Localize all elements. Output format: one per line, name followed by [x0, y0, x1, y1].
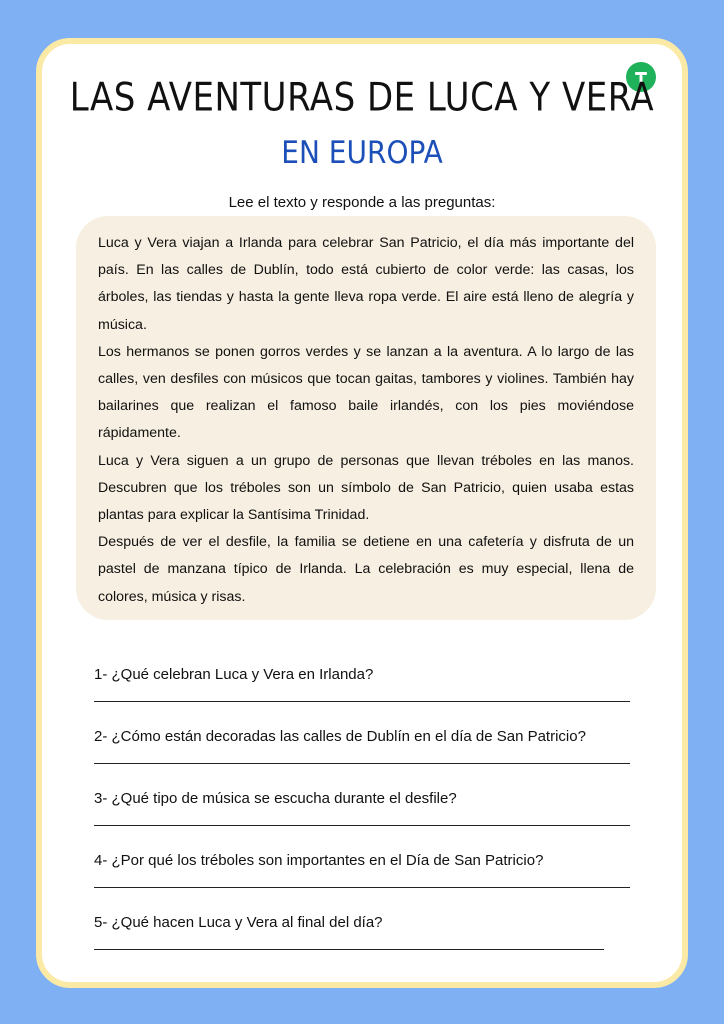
answer-line-2[interactable] [94, 763, 630, 764]
question-2: 2- ¿Cómo están decoradas las calles de Dublín en el día de San Patricio? [94, 728, 586, 745]
answer-line-5[interactable] [94, 949, 604, 950]
page-title: LAS AVENTURAS DE LUCA Y VERA [69, 75, 655, 121]
reading-paragraph: Después de ver el desfile, la familia se detiene en una cafetería y disfruta de un pastel de manzana típico de Irlanda. La celebración es muy especial, llena de colores, música y risas. [98, 534, 634, 605]
question-4: 4- ¿Por qué los tréboles son importantes en el Día de San Patricio? [94, 852, 544, 869]
question-1: 1- ¿Qué celebran Luca y Vera en Irlanda? [94, 666, 374, 683]
instruction-text: Lee el texto y responde a las preguntas: [228, 194, 496, 211]
reading-paragraph: Los hermanos se ponen gorros verdes y se lanzan a la aventura. A lo largo de las calles, ven desfiles con músicos que tocan gaitas, tambores y violines. También hay bailarines que realizan el famoso baile irlandés, con los pies moviéndose rápidamente. [98, 343, 634, 442]
question-5: 5- ¿Qué hacen Luca y Vera al final del día? [94, 914, 383, 931]
page-subtitle: EN EUROPA [281, 134, 443, 171]
answer-line-1[interactable] [94, 701, 630, 702]
answer-line-3[interactable] [94, 825, 630, 826]
worksheet-page [36, 38, 688, 988]
question-3: 3- ¿Qué tipo de música se escucha durante el desfile? [94, 790, 457, 807]
reading-paragraph: Luca y Vera siguen a un grupo de personas que llevan tréboles en las manos. Descubren que los tréboles son un símbolo de San Patricio, quien usaba estas plantas para explicar la Santísima Trinidad. [98, 452, 634, 524]
reading-paragraph: Luca y Vera viajan a Irlanda para celebrar San Patricio, el día más importante del país. En las calles de Dublín, todo está cubierto de color verde: las casas, los árboles, las tiendas y hasta la gente lleva ropa verde. El aire está lleno de alegría y música. [98, 235, 634, 333]
reading-box [76, 216, 656, 620]
answer-line-4[interactable] [94, 887, 630, 888]
